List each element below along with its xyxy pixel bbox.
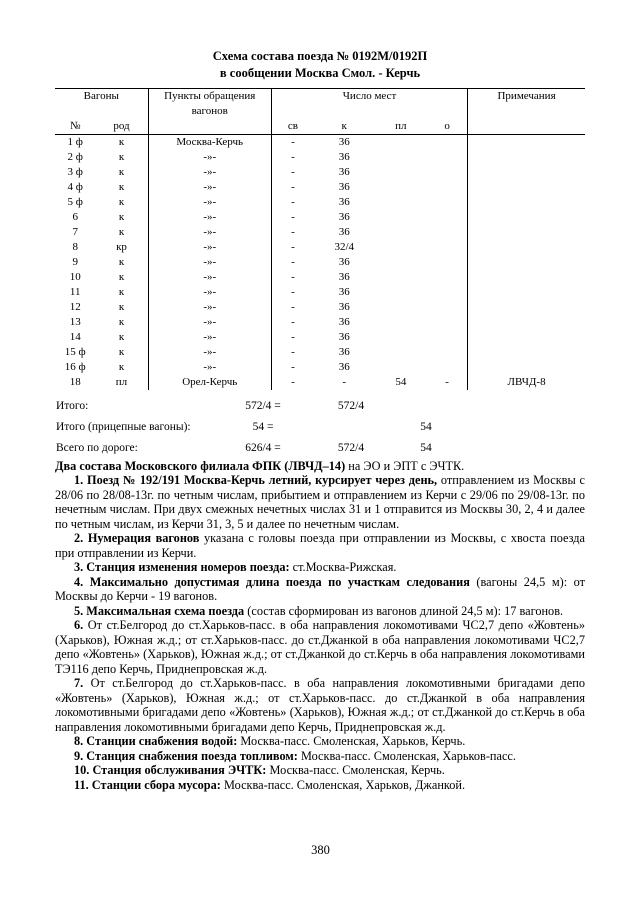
cell-prim <box>468 165 585 180</box>
cell-pl <box>375 270 428 285</box>
cell-num: 18 <box>69 375 81 388</box>
note-number: 1. <box>74 473 88 488</box>
header-col-sv: св <box>271 119 313 135</box>
table-header-col-row <box>55 119 585 135</box>
cell-prim <box>468 285 585 300</box>
cell-pl <box>375 285 428 300</box>
cell-pl <box>375 134 428 150</box>
cell-prim <box>468 180 585 195</box>
cell-sv: - <box>291 285 295 298</box>
header-vagony: Вагоны <box>55 88 148 104</box>
cell-punkt: -»- <box>148 285 271 300</box>
cell-punkt: -»- <box>148 345 271 360</box>
cell-num: 12 <box>69 300 81 313</box>
cell-sv: - <box>291 345 295 358</box>
page-number: 380 <box>311 843 330 857</box>
totals-sum: 572/4 = <box>245 399 281 412</box>
cell-o <box>427 225 467 240</box>
cell-o <box>427 285 467 300</box>
notes-heading-rest: на ЭО и ЭПТ с ЭЧТК. <box>345 458 465 473</box>
table-row <box>55 180 585 195</box>
note-bold: Станция изменения номеров поезда: <box>86 560 290 575</box>
cell-num: 8 <box>72 240 78 253</box>
note-bold: Станция обслуживания ЭЧТК: <box>92 763 267 778</box>
cell-k: 36 <box>338 135 350 148</box>
cell-punkt: -»- <box>148 240 271 255</box>
cell-pl <box>375 360 428 375</box>
cell-k: 36 <box>338 225 350 238</box>
cell-pl <box>375 315 428 330</box>
page-subtitle: в сообщении Москва Смол. - Керчь <box>219 65 421 80</box>
cell-pl <box>375 150 428 165</box>
note-item <box>55 604 585 619</box>
totals-label: Всего по дороге: <box>56 441 138 454</box>
train-composition-table <box>55 88 585 390</box>
cell-k: 36 <box>338 210 350 223</box>
cell-num: 1 ф <box>67 135 83 148</box>
cell-punkt: -»- <box>148 210 271 225</box>
cell-num: 6 <box>72 210 78 223</box>
cell-pl <box>375 195 428 210</box>
table-row <box>55 240 585 255</box>
cell-rod: к <box>118 135 125 148</box>
table-row <box>55 210 585 225</box>
note-number: 10. <box>74 763 93 778</box>
cell-num: 7 <box>72 225 78 238</box>
cell-sv: - <box>291 150 295 163</box>
cell-sv: - <box>291 375 295 388</box>
cell-prim <box>468 225 585 240</box>
cell-pl <box>375 240 428 255</box>
note-text: От ст.Белгород до ст.Харьков-пасс. в оба направления локомотивными бригадами депо «Жовтень» (Харьков), Южная ж.д.; от ст.Харьков-пасс. до ст.Джанкой в оба направления локомотивными бригадами депо «Жовтень» (Харьков), Южная ж.д.; от ст.Джанкой до ст.Керчь в оба направления локомотивными бригадами депо Керчь, Приднепровская ж.д. <box>55 676 585 734</box>
document-content <box>55 48 585 792</box>
note-text: ст.Москва-Рижская. <box>289 560 397 575</box>
note-text: указана с головы поезда при отправлении из Москвы, с хвоста поезда при отправлении из Керчи. <box>55 531 585 560</box>
cell-prim <box>468 240 585 255</box>
cell-pl <box>375 330 428 345</box>
table-row <box>55 285 585 300</box>
table-row <box>55 360 585 375</box>
header-primechaniya: Примечания <box>468 88 585 104</box>
cell-rod: кр <box>116 240 127 253</box>
cell-num: 14 <box>69 330 81 343</box>
note-item <box>55 749 585 764</box>
cell-sv: - <box>291 255 295 268</box>
cell-k: 36 <box>338 345 350 358</box>
cell-rod: к <box>118 195 125 208</box>
header-mest: Число мест <box>271 88 467 104</box>
cell-pl <box>375 180 428 195</box>
cell-rod: к <box>118 360 125 373</box>
cell-sv: - <box>291 195 295 208</box>
cell-punkt: -»- <box>148 165 271 180</box>
note-item <box>55 778 585 793</box>
notes-heading-bold: Два состава Московского филиала ФПК (ЛВЧД–14) <box>55 458 346 473</box>
table-row <box>55 225 585 240</box>
cell-sv: - <box>291 225 295 238</box>
cell-k: 36 <box>338 150 350 163</box>
header-col-punkt <box>148 119 271 135</box>
cell-pl <box>375 225 428 240</box>
totals-k: 572/4 <box>337 399 365 412</box>
totals-label: Итого (прицепные вагоны): <box>56 420 191 433</box>
table-header-sub-row <box>55 104 585 119</box>
cell-o <box>427 240 467 255</box>
note-text: Москва-пасс. Смоленская, Харьков, Керчь. <box>237 734 466 749</box>
note-bold: Станция снабжения поезда топливом: <box>86 748 298 763</box>
cell-num: 15 ф <box>64 345 86 358</box>
cell-prim <box>468 300 585 315</box>
cell-o <box>427 315 467 330</box>
cell-num: 5 ф <box>67 195 83 208</box>
cell-rod: к <box>118 210 125 223</box>
cell-rod: к <box>118 300 125 313</box>
cell-o <box>427 210 467 225</box>
cell-prim <box>468 330 585 345</box>
note-item <box>55 575 585 604</box>
cell-num: 3 ф <box>67 165 83 178</box>
totals-spacer <box>461 434 585 455</box>
cell-k: 36 <box>338 315 350 328</box>
cell-punkt: -»- <box>148 360 271 375</box>
cell-num: 2 ф <box>67 150 83 163</box>
table-row <box>55 270 585 285</box>
totals-pl: 54 <box>420 441 432 454</box>
cell-rod: к <box>118 255 125 268</box>
cell-pl <box>375 300 428 315</box>
cell-prim <box>468 134 585 150</box>
cell-k: 36 <box>338 285 350 298</box>
header-empty-1 <box>55 104 148 119</box>
page-title: Схема состава поезда № 0192М/0192П <box>212 49 428 63</box>
note-bold: Максимальная схема поезда <box>86 603 245 618</box>
cell-rod: к <box>118 165 125 178</box>
note-item <box>55 473 585 531</box>
note-number: 11. <box>74 777 92 792</box>
notes-heading <box>55 459 585 474</box>
header-empty-2 <box>271 104 467 119</box>
totals-sum: 54 = <box>252 420 274 433</box>
cell-sv: - <box>291 180 295 193</box>
cell-punkt: -»- <box>148 315 271 330</box>
note-text: (состав сформирован из вагонов длиной 24,5 м): 17 вагонов. <box>244 603 564 618</box>
cell-punkt: -»- <box>148 270 271 285</box>
note-item <box>55 531 585 560</box>
cell-o <box>427 345 467 360</box>
cell-k: 36 <box>338 255 350 268</box>
cell-k: 36 <box>338 165 350 178</box>
cell-punkt: -»- <box>148 255 271 270</box>
note-number: 7. <box>74 676 91 691</box>
totals-label: Итого: <box>56 399 89 412</box>
totals-row <box>55 392 585 413</box>
cell-o <box>427 180 467 195</box>
note-bold: Станции сбора мусора: <box>91 777 221 792</box>
cell-k: 36 <box>338 330 350 343</box>
header-punkty: Пункты обращения <box>148 88 271 104</box>
cell-o: - <box>445 375 449 388</box>
cell-k: 36 <box>338 300 350 313</box>
totals-pl: 54 <box>420 420 432 433</box>
cell-prim <box>468 315 585 330</box>
header-punkty-2: вагонов <box>148 104 271 119</box>
cell-pl <box>375 255 428 270</box>
cell-prim <box>468 360 585 375</box>
cell-rod: к <box>118 270 125 283</box>
table-row <box>55 315 585 330</box>
note-text: отправлением из Москвы с 28/06 по 28/08-13г. по четным числам, прибытием и отправлением из Керчи с 29/06 по 29/08-13г. по нечетным числам. При двух смежных нечетных числах 31 и 1 отправится из Москвы 30, 2, 4 и далее по четным числам, из Керчи 31, 3, 5 и далее по нечетным числам. <box>55 473 585 531</box>
cell-prim: ЛВЧД-8 <box>468 375 585 390</box>
cell-k: 36 <box>338 195 350 208</box>
cell-sv: - <box>291 330 295 343</box>
totals-row <box>55 413 585 434</box>
cell-prim <box>468 345 585 360</box>
cell-punkt: -»- <box>148 150 271 165</box>
table-row <box>55 345 585 360</box>
note-number: 6. <box>74 618 88 633</box>
cell-pl: 54 <box>395 375 407 388</box>
totals-k: 572/4 <box>337 441 365 454</box>
cell-punkt: -»- <box>148 300 271 315</box>
note-item <box>55 763 585 778</box>
header-empty-3 <box>468 104 585 119</box>
note-text: Москва-пасс. Смоленская, Харьков-пасс. <box>297 748 516 763</box>
cell-punkt: Орел-Керчь <box>148 375 271 390</box>
header-col-prim <box>468 119 585 135</box>
cell-punkt: -»- <box>148 180 271 195</box>
cell-o <box>427 255 467 270</box>
cell-pl <box>375 345 428 360</box>
note-bold: Нумерация вагонов <box>87 531 200 546</box>
cell-sv: - <box>291 360 295 373</box>
note-text: От ст.Белгород до ст.Харьков-пасс. в оба направления локомотивами ЧС2,7 депо «Жовтень» (Харьков), Южная ж.д.; от ст.Харьков-пасс. до ст.Джанкой в оба направления локомотивами ЧС2,7 депо «Жовтень» (Харьков), Южная ж.д.; от ст.Джанкой до ст.Керчь в оба направления локомотивами ТЭ116 депо Керчь, Приднепровская ж.д. <box>55 618 586 676</box>
cell-num: 16 ф <box>64 360 86 373</box>
cell-o <box>427 360 467 375</box>
totals-pl <box>391 392 461 413</box>
notes-section <box>55 459 585 793</box>
table-row <box>55 165 585 180</box>
cell-sv: - <box>291 270 295 283</box>
cell-punkt: -»- <box>148 225 271 240</box>
note-number: 3. <box>74 560 87 575</box>
cell-sv: - <box>291 300 295 313</box>
cell-prim <box>468 255 585 270</box>
table-header-group-row <box>55 88 585 104</box>
table-row <box>55 134 585 150</box>
totals-k <box>311 413 391 434</box>
table-row <box>55 300 585 315</box>
note-text: (вагоны 24,5 м): от Москвы до Керчи - 19 вагонов. <box>55 574 585 604</box>
cell-sv: - <box>291 315 295 328</box>
cell-o <box>427 330 467 345</box>
cell-pl <box>375 210 428 225</box>
header-col-k: к <box>314 119 375 135</box>
header-col-o: о <box>427 119 467 135</box>
cell-sv: - <box>291 240 295 253</box>
totals-sum: 626/4 = <box>245 441 281 454</box>
cell-o <box>427 270 467 285</box>
cell-rod: к <box>118 285 125 298</box>
cell-o <box>427 165 467 180</box>
table-row <box>55 330 585 345</box>
note-item <box>55 560 585 575</box>
cell-punkt: Москва-Керчь <box>148 134 271 150</box>
cell-rod: к <box>118 330 125 343</box>
cell-rod: к <box>118 180 125 193</box>
cell-rod: пл <box>115 375 128 388</box>
table-row <box>55 375 585 390</box>
note-number: 8. <box>74 734 87 749</box>
note-item <box>55 676 585 734</box>
header-col-pl: пл <box>375 119 428 135</box>
cell-rod: к <box>118 315 125 328</box>
note-text: Москва-пасс. Смоленская, Керчь. <box>266 763 445 778</box>
cell-k: 36 <box>338 180 350 193</box>
cell-rod: к <box>118 225 125 238</box>
table-row <box>55 255 585 270</box>
note-number: 4. <box>74 574 90 589</box>
cell-num: 9 <box>72 255 78 268</box>
note-bold: Максимально допустимая длина поезда по участкам следования <box>89 574 470 589</box>
cell-prim <box>468 210 585 225</box>
header-col-rod: род <box>95 119 148 135</box>
cell-k: 36 <box>338 360 350 373</box>
note-bold: Поезд № 192/191 Москва-Керчь летний, курсирует через день, <box>87 473 438 488</box>
cell-punkt: -»- <box>148 195 271 210</box>
cell-rod: к <box>118 345 125 358</box>
cell-prim <box>468 270 585 285</box>
cell-rod: к <box>118 150 125 163</box>
cell-o <box>427 300 467 315</box>
cell-k: - <box>342 375 347 388</box>
cell-pl <box>375 165 428 180</box>
header-col-num: № <box>55 119 95 135</box>
cell-num: 13 <box>69 315 81 328</box>
cell-k: 36 <box>338 270 350 283</box>
cell-prim <box>468 150 585 165</box>
note-item <box>55 734 585 749</box>
cell-num: 11 <box>69 285 81 298</box>
note-item <box>55 618 585 676</box>
cell-o <box>427 150 467 165</box>
note-bold: Станции снабжения водой: <box>86 734 238 749</box>
cell-sv: - <box>291 135 295 148</box>
cell-k: 32/4 <box>334 240 354 253</box>
cell-o <box>427 195 467 210</box>
cell-punkt: -»- <box>148 330 271 345</box>
totals-spacer <box>461 413 585 434</box>
totals-row <box>55 434 585 455</box>
note-text: Москва-пасс. Смоленская, Харьков, Джанкой. <box>220 777 466 792</box>
totals-spacer <box>461 392 585 413</box>
note-number: 2. <box>74 531 88 546</box>
cell-sv: - <box>291 210 295 223</box>
cell-num: 10 <box>69 270 81 283</box>
note-number: 9. <box>74 748 87 763</box>
table-row <box>55 195 585 210</box>
cell-num: 4 ф <box>67 180 83 193</box>
cell-sv: - <box>291 165 295 178</box>
cell-o <box>427 134 467 150</box>
cell-prim <box>468 195 585 210</box>
totals-table <box>55 392 585 455</box>
note-number: 5. <box>74 603 87 618</box>
table-row <box>55 150 585 165</box>
